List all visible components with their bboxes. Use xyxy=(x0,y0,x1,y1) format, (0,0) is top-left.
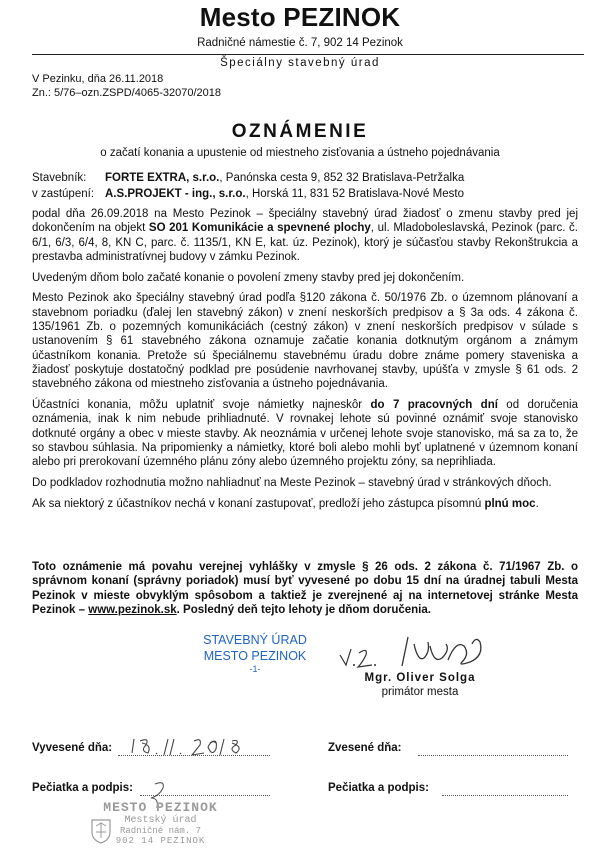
builder-address: , Panónska cesta 9, 852 32 Bratislava-Petržalka xyxy=(219,172,465,184)
posted-date-label: Vyvesené dňa: xyxy=(32,742,113,754)
paragraph-request xyxy=(32,207,578,264)
removed-date-label: Zvesené dňa: xyxy=(328,742,402,754)
power-of-attorney: plnú moc xyxy=(484,497,536,510)
posted-date-line xyxy=(118,755,270,756)
stamp-line: Radničné nám. 7 xyxy=(119,826,201,836)
stamp-signature-label-right: Pečiatka a podpis: xyxy=(328,782,429,794)
text-span: , ul. Mladoboleslavská, Pezinok (parc. č. 6/1, 6/3, 6/4, 8, KN C, parc. č. 1135/1, KN E, kat. úz. Pezinok), ktorý je súčasťou stavby Rekonštrukcia a prestavba administratívnej budovy v zámku Pezinok. xyxy=(32,222,578,263)
paragraph-start: Uvedeným dňom bolo začaté konanie o povolení zmeny stavby pred jej dokončením. xyxy=(32,271,465,284)
stamp-line: -1- xyxy=(249,664,261,674)
signature-scrawl xyxy=(400,632,495,674)
header-divider xyxy=(32,54,584,55)
removed-date-line xyxy=(418,755,568,756)
representative-name: A.S.PROJEKT - ing., s.r.o. xyxy=(105,188,246,200)
representative-label: v zastúpení: xyxy=(32,188,95,200)
signature-initials xyxy=(338,643,383,671)
builder-name: FORTE EXTRA, s.r.o. xyxy=(105,172,220,184)
paragraph-documents: Do podkladov rozhodnutia možno nahliadnuť na Meste Pezinok – stavebný úrad v stránkových dňoch. xyxy=(32,477,552,490)
builder-row xyxy=(32,170,464,186)
representative-address: , Horská 11, 831 52 Bratislava-Nové Mesto xyxy=(245,188,464,200)
object-name: SO 201 Komunikácie a spevnené plochy xyxy=(148,222,371,235)
municipal-office-stamp xyxy=(88,800,233,852)
stamp-line: Mestský úrad xyxy=(124,815,197,826)
parties-block xyxy=(32,170,464,202)
deadline: do 7 pracovných dní xyxy=(370,399,498,412)
notice-text: Toto oznámenie má povahu verejnej vyhlášky v zmysle § 26 ods. 2 zákona č. 71/1967 Zb. o správnom konaní (správny poriadok) musí byť vyvesené po dobu 15 dní na úradnej tabuli Mesta Pezinok v mieste obvyklým spôsobom a taktiež je zverejnené aj na internetovej stránke Mesta Pezinok – xyxy=(32,561,578,616)
document-title: OZNÁMENIE xyxy=(231,121,369,142)
reference-number: Zn.: 5/76–ozn.ZSPD/4065-32070/2018 xyxy=(32,87,221,99)
paragraph-objections xyxy=(32,398,578,469)
representative-row xyxy=(32,186,464,202)
public-notice xyxy=(32,560,578,617)
stamp-line: STAVEBNÝ ÚRAD xyxy=(203,633,307,647)
text-span: Účastníci konania, môžu uplatniť svoje námietky najneskôr xyxy=(32,399,371,412)
text-span: . xyxy=(535,497,539,510)
document-subtitle: o začatí konania a upustenie od miestneho zisťovania a ústneho pojednávania xyxy=(100,147,500,159)
website-link[interactable]: www.pezinok.sk xyxy=(88,603,177,616)
signer-block xyxy=(350,671,490,699)
place-date: V Pezinku, dňa 26.11.2018 xyxy=(32,73,164,85)
builder-label: Stavebník: xyxy=(32,172,87,184)
header-title: Mesto PEZINOK xyxy=(199,2,401,32)
stamp-line: MESTO PEZINOK xyxy=(203,649,307,663)
stamp-line: 902 14 PEZINOK xyxy=(115,836,206,846)
header-office: Špeciálny stavebný úrad xyxy=(220,57,380,69)
text-span: od doručenia oznámenia, inak k nim nebude prihliadnuté. V rovnakej lehote sú povinné oznámiť svoje stanovisko dotknuté orgány a obec v mieste stavby. Ak neoznámia v určenej lehote svoje stanovisko, má sa za to, že so stavbou súhlasia. Na pripomienky a námietky, ktoré boli alebo mohli byť uplatnené v územnom konaní alebo pri prerokovaní územného plánu zóny alebo územného projektu zóny, sa neprihliada. xyxy=(32,399,578,469)
signer-name: Mgr. Oliver Solga xyxy=(364,672,476,684)
notice-text: . Posledný deň tejto lehoty je dňom doručenia. xyxy=(176,603,431,616)
stamp-signature-line-right xyxy=(442,795,568,796)
text-span: Ak sa niektorý z účastníkov nechá v konaní zastupovať, predloží jeho zástupca písomnú xyxy=(32,497,485,510)
stamp-signature-label-left: Pečiatka a podpis: xyxy=(32,782,133,794)
document-body xyxy=(32,207,578,518)
paragraph-legal-basis: Mesto Pezinok ako špeciálny stavebný úrad podľa §120 zákona č. 50/1976 Zb. o územnom plánovaní a stavebnom poriadku (ďalej len stavebný zákon) v znení neskorších predpisov a § 3a ods. 4 zákona č. 135/1961 Zb. o pozemných komunikáciách (cestný zákon) v znení neskorších predpisov v súlade s ustanovením § 61 stavebného zákona oznamuje začatie konania dotknutým orgánom a známym účastníkom konania. Pretože sú špeciálnemu stavebnému úradu dobre známe pomery staveniska a žiadosť poskytuje dostatočný podklad pre posúdenie navrhovanej stavby, upúšťa v zmysle § 61 ods. 2 stavebného zákona od miestneho zisťovania a ústneho pojednávania. xyxy=(32,292,578,391)
signer-role: primátor mesta xyxy=(381,686,459,698)
header-address: Radničné námestie č. 7, 902 14 Pezinok xyxy=(197,37,403,49)
text-span: podal dňa 26.09.2018 na Mesto Pezinok – špeciálny stavebný úrad žiadosť o zmenu stavby pred jej dokončením na objekt xyxy=(32,208,578,235)
coat-of-arms-icon xyxy=(90,818,112,844)
office-stamp-blue xyxy=(185,632,325,675)
paragraph-representation xyxy=(32,497,578,511)
stamp-line: MESTO PEZINOK xyxy=(103,800,218,815)
